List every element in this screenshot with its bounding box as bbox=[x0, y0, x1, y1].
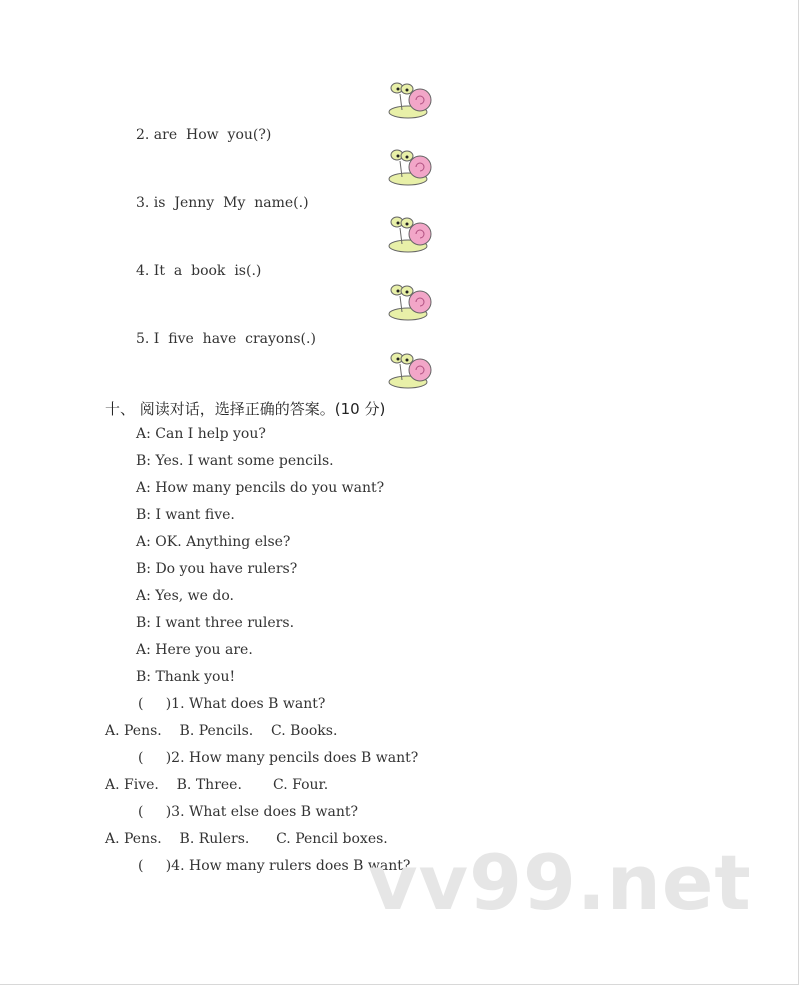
dialogue-line: A: Can I help you? bbox=[136, 426, 266, 442]
watermark: vv99.net bbox=[368, 838, 752, 927]
snail-icon bbox=[388, 147, 432, 187]
snail-icon bbox=[388, 80, 432, 120]
dialogue-line: B: Thank you! bbox=[136, 669, 236, 685]
question-stem: ( )1. What does B want? bbox=[138, 696, 326, 712]
dialogue-line: B: I want five. bbox=[136, 507, 235, 523]
dialogue-line: B: I want three rulers. bbox=[136, 615, 295, 631]
dialogue-line: A: How many pencils do you want? bbox=[136, 480, 385, 496]
snail-icon bbox=[388, 350, 432, 390]
question-stem: ( )4. How many rulers does B want? bbox=[138, 858, 411, 874]
dialogue-line: A: Yes, we do. bbox=[136, 588, 234, 604]
scramble-item: 3. is Jenny My name(.) bbox=[136, 195, 309, 211]
snail-icon bbox=[388, 214, 432, 254]
snail-icon bbox=[388, 282, 432, 322]
section-heading: 十、 阅读对话，选择正确的答案。(10 分) bbox=[105, 400, 386, 418]
dialogue-line: B: Do you have rulers? bbox=[136, 561, 298, 577]
scramble-item: 4. It a book is(.) bbox=[136, 263, 262, 279]
dialogue-line: A: OK. Anything else? bbox=[136, 534, 291, 550]
question-stem: ( )3. What else does B want? bbox=[138, 804, 359, 820]
scramble-item: 5. I five have crayons(.) bbox=[136, 331, 316, 347]
dialogue-line: A: Here you are. bbox=[136, 642, 253, 658]
dialogue-line: B: Yes. I want some pencils. bbox=[136, 453, 334, 469]
question-stem: ( )2. How many pencils does B want? bbox=[138, 750, 419, 766]
question-options: A. Pens. B. Rulers. C. Pencil boxes. bbox=[105, 831, 388, 847]
question-options: A. Five. B. Three. C. Four. bbox=[105, 777, 329, 793]
question-options: A. Pens. B. Pencils. C. Books. bbox=[105, 723, 338, 739]
scramble-item: 2. are How you(?) bbox=[136, 127, 272, 143]
